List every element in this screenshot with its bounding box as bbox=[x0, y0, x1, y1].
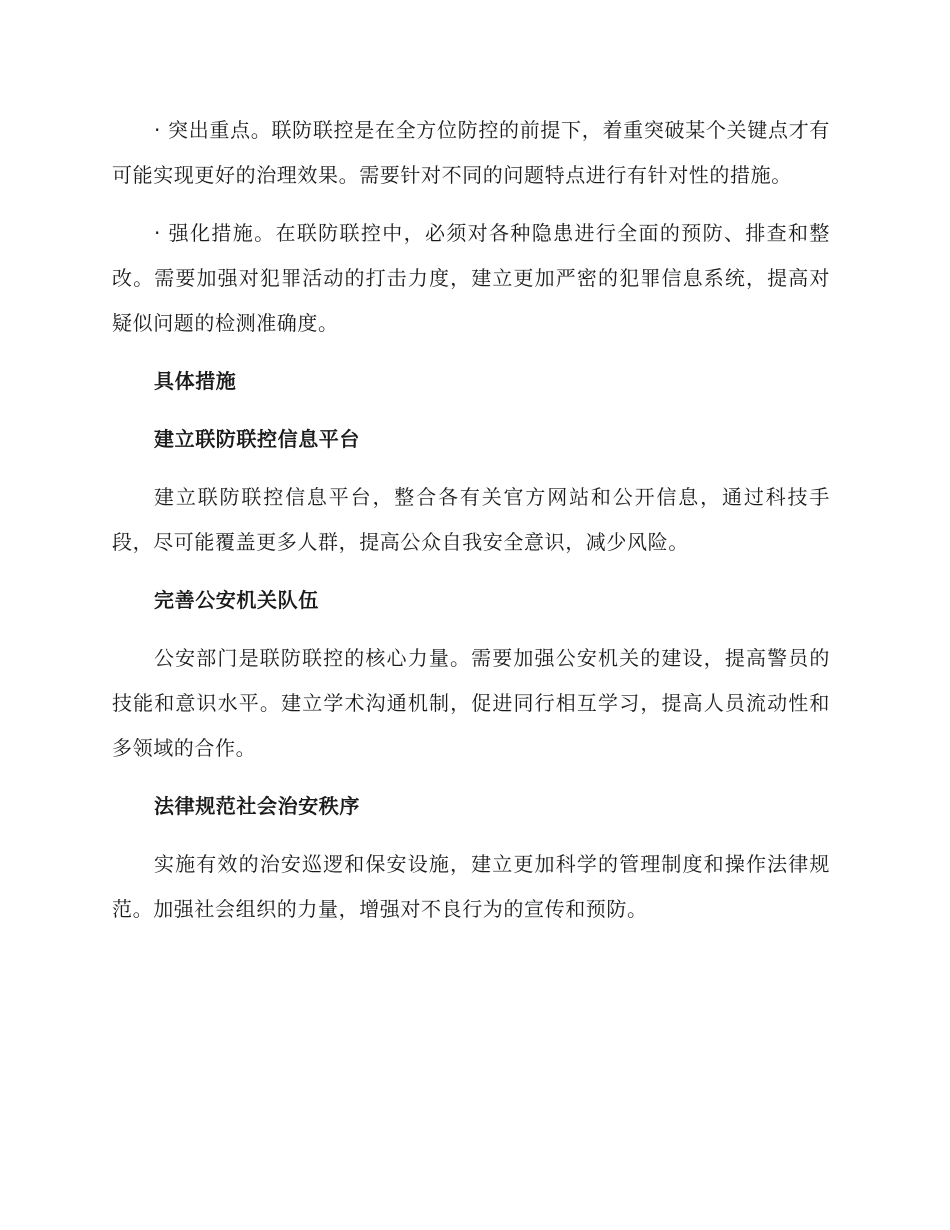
paragraph-police-team: 公安部门是联防联控的核心力量。需要加强公安机关的建设，提高警员的技能和意识水平。建立学术沟通机制，促进同行相互学习，提高人员流动性和多领域的合作。 bbox=[112, 646, 830, 760]
heading-specific-measures: 具体措施 bbox=[154, 369, 237, 393]
paragraph-law-order: 实施有效的治安巡逻和保安设施，建立更加科学的管理制度和操作法律规范。加强社会组织的力量，增强对不良行为的宣传和预防。 bbox=[112, 852, 830, 921]
heading-info-platform: 建立联防联控信息平台 bbox=[154, 427, 360, 451]
paragraph-highlight-focus: · 突出重点。联防联控是在全方位防控的前提下，着重突破某个关键点才有可能实现更好的治理效果。需要针对不同的问题特点进行有针对性的措施。 bbox=[112, 118, 830, 187]
heading-police-team: 完善公安机关队伍 bbox=[154, 588, 319, 612]
heading-law-order: 法律规范社会治安秩序 bbox=[154, 794, 360, 818]
document-page bbox=[112, 108, 830, 945]
paragraph-info-platform: 建立联防联控信息平台，整合各有关官方网站和公开信息，通过科技手段，尽可能覆盖更多人群，提高公众自我安全意识，减少风险。 bbox=[112, 485, 830, 554]
paragraph-strengthen-measures: · 强化措施。在联防联控中，必须对各种隐患进行全面的预防、排查和整改。需要加强对犯罪活动的打击力度，建立更加严密的犯罪信息系统，提高对疑似问题的检测准确度。 bbox=[112, 221, 830, 335]
